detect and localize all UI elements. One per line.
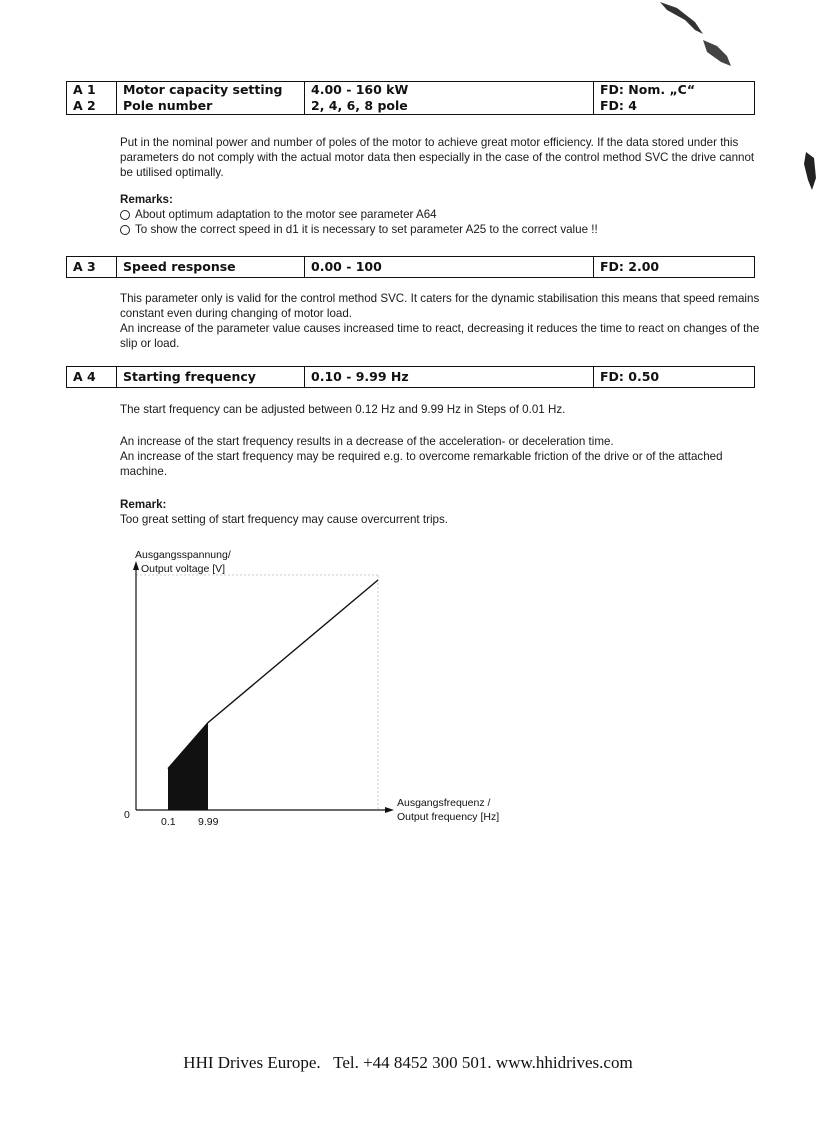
param-default-a2: FD: 4: [594, 98, 755, 115]
a1-remarks: [120, 192, 760, 237]
page-footer: [0, 1053, 816, 1073]
table-row: [67, 257, 755, 278]
remark-1-text: About optimum adaptation to the motor see parameter A64: [135, 208, 437, 221]
a1-body-text: Put in the nominal power and number of poles of the motor to achieve great motor efficiency. If the data stored under this parameters do not comply with the actual motor data then especially in the case of the control method SVC the drive cannot be utilised optimally.: [120, 136, 755, 179]
param-default-a4: FD: 0.50: [594, 367, 755, 388]
a4-description: [120, 402, 760, 417]
a4-paragraph-2: An increase of the start frequency results in a decrease of the acceleration- or deceleration time.: [120, 435, 614, 448]
y-axis-label-en: Output voltage [V]: [141, 563, 226, 575]
param-name-a4: Starting frequency: [117, 367, 305, 388]
y-axis-arrow-icon: [133, 561, 139, 570]
y-axis-label-de: Ausgangsspannung/: [135, 549, 231, 561]
scan-artifact-top-right: [655, 0, 765, 75]
a4-remark: [120, 497, 760, 527]
a1-description: [120, 135, 760, 180]
param-id-a4: A 4: [73, 369, 96, 384]
x-tick-label-end: 9.99: [198, 816, 219, 828]
starting-frequency-shaded-area: [168, 723, 208, 810]
param-default-a3: FD: 2.00: [594, 257, 755, 278]
a3-paragraph-1: This parameter only is valid for the control method SVC. It caters for the dynamic stabilisation this means that speed remains constant even during changing of motor load.: [120, 292, 760, 320]
footer-contact-text: HHI Drives Europe. Tel. +44 8452 300 501. www.hhidrives.com: [183, 1053, 633, 1072]
list-item: [120, 207, 760, 222]
param-name-a2: Pole number: [117, 98, 305, 115]
table-row: [67, 82, 755, 99]
circle-bullet-icon: [120, 210, 130, 220]
param-table-a1-a2: [66, 81, 755, 115]
param-range-a2: 2, 4, 6, 8 pole: [305, 98, 594, 115]
param-name-a3: Speed response: [117, 257, 305, 278]
remark-2-text: To show the correct speed in d1 it is necessary to set parameter A25 to the correct value !!: [135, 223, 598, 236]
table-row: [67, 367, 755, 388]
param-range-a1: 4.00 - 160 kW: [305, 82, 594, 99]
list-item: [120, 222, 760, 237]
circle-bullet-icon: [120, 225, 130, 235]
a4-description-2: [120, 434, 760, 479]
vf-characteristic-chart: [110, 545, 540, 835]
param-id-a3: A 3: [73, 259, 96, 274]
x-tick-label-start: 0.1: [161, 816, 176, 828]
param-table-a4: [66, 366, 755, 388]
x-axis-label-de: Ausgangsfrequenz /: [397, 797, 491, 809]
param-name-a1: Motor capacity setting: [117, 82, 305, 99]
param-range-a3: 0.00 - 100: [305, 257, 594, 278]
remark-heading: Remark:: [120, 498, 167, 511]
remark-text: Too great setting of start frequency may cause overcurrent trips.: [120, 513, 448, 526]
a3-description: [120, 291, 760, 351]
param-range-a4: 0.10 - 9.99 Hz: [305, 367, 594, 388]
a4-paragraph-1: The start frequency can be adjusted between 0.12 Hz and 9.99 Hz in Steps of 0.01 Hz.: [120, 403, 566, 416]
param-id-a1: A 1: [73, 82, 96, 97]
x-axis-label-en: Output frequency [Hz]: [397, 811, 500, 823]
scan-artifact-right-edge: [800, 150, 816, 200]
a4-paragraph-3: An increase of the start frequency may be required e.g. to overcome remarkable friction of the drive or of the attached machine.: [120, 450, 723, 478]
param-default-a1: FD: Nom. „C“: [594, 82, 755, 99]
origin-label: 0: [124, 809, 130, 821]
x-axis-arrow-icon: [385, 807, 394, 813]
param-id-a2: A 2: [73, 98, 96, 113]
param-table-a3: [66, 256, 755, 278]
table-row: [67, 98, 755, 115]
remarks-heading: Remarks:: [120, 193, 173, 206]
a3-paragraph-2: An increase of the parameter value causes increased time to react, decreasing it reduces the time to react on changes of the slip or load.: [120, 322, 760, 350]
